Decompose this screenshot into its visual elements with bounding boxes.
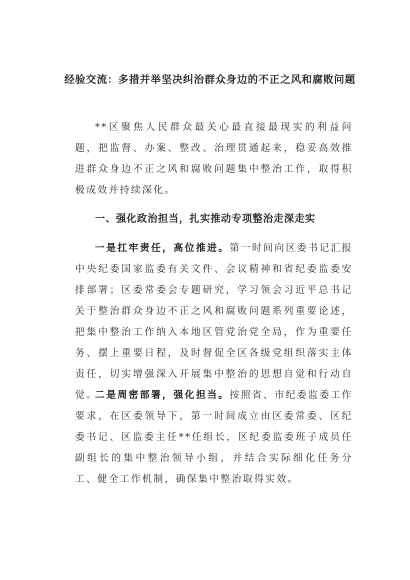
section-heading: 一、强化政治担当，扎实推动专项整治走深走实 — [95, 214, 316, 225]
body-paragraph — [75, 238, 353, 406]
paragraph-lead: 二是周密部署，强化担当。 — [95, 390, 230, 401]
intro-paragraph: **区聚焦人民群众最关心最直接最现实的利益问题，把监督、办案、整改、治理贯通起来，稳妥高效推进群众身边不正之风和腐败问题集中整治工作，取得积极成效并持续深化。 — [75, 122, 353, 196]
paragraph-lead: 一是扛牢责任，高位推进。 — [95, 243, 230, 254]
document-title: 经验交流：多措并举坚决纠治群众身边的不正之风和腐败问题 — [64, 74, 356, 86]
paragraph-text: 按照省、市纪委监委工作要求，在区委领导下，第一时间成立由区委常委、区纪委书记、区监委主任**任组长，区纪委监委班子成员任副组长的集中整治领导小组，并结合实际细化任务分工、健全工作机制，确保集中整治取得实效。 — [75, 390, 353, 485]
body-paragraph — [75, 385, 353, 490]
paragraph-text: 第一时间向区委书记汇报中央纪委国家监委有关文件、会议精神和省纪委监委安排部署；区委常委会专题研究，学习领会习近平总书记关于整治群众身边不正之风和腐败问题系列重要论述，把集中整治工作纳入本地区管党治党全局，作为重要任务、摆上重要日程，及时督促全区各级党组织落实主体责任，切实增强深入开展集中整治的思想自觉和行动自觉。 — [75, 243, 353, 401]
